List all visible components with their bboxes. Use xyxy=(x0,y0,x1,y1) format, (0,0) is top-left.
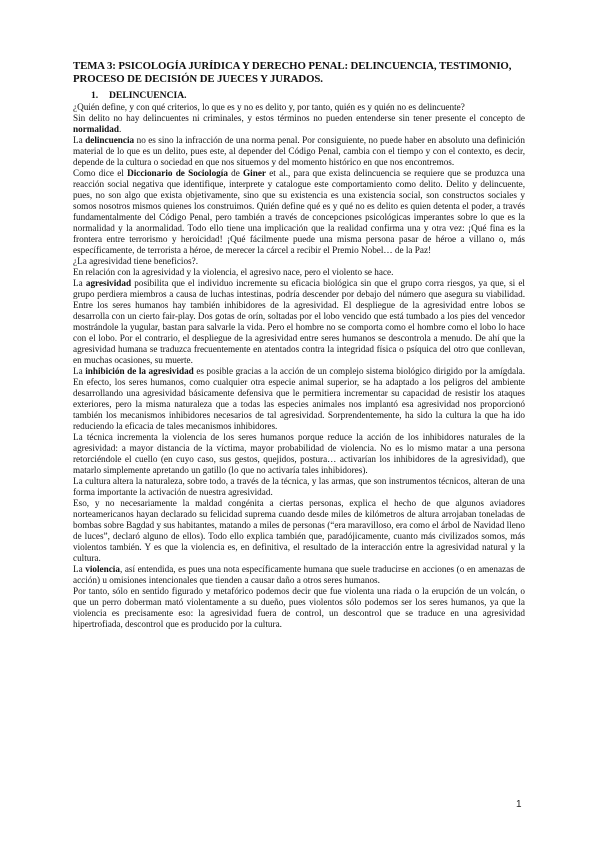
paragraph-8: La inhibición de la agresividad es posible gracias a la acción de un complejo sistema biológico dirigido por la amígdala. En efecto, los seres humanos, como cualquier otra especie animal superior, se ha adaptado a los peligros del ambiente desarrollando una agresividad básicamente defensiva que le permitiera incrementar su capacidad de resistir los ataques exteriores, pero la misma naturaleza que a todas las especies animales nos implantó esa agresividad nos proporcionó también los mecanismos inhibidores necesarios de tal agresividad. Sorprendentemente, ha sido la cultura la que ha ido reduciendo la eficacia de tales mecanismos inhibidores. xyxy=(73,366,525,431)
section-title: DELINCUENCIA. xyxy=(109,90,187,101)
term-violencia: violencia xyxy=(85,564,120,574)
paragraph-2: Sin delito no hay delincuentes ni criminales, y estos términos no pueden entenderse sin tener presente el concepto de normalidad. xyxy=(73,113,525,134)
term-agresividad: agresividad xyxy=(85,278,132,288)
paragraph-1: ¿Quién define, y con qué criterios, lo que es y no es delito y, por tanto, quién es y quién no es delincuente? xyxy=(73,102,465,112)
paragraph-6: En relación con la agresividad y la violencia, el agresivo nace, pero el violento se hace. xyxy=(73,267,394,277)
paragraph-12: La violencia, así entendida, es pues una nota específicamente humana que suele traducirse en acciones (o en amenazas de acción) u omisiones intencionales que tienden a causar daño a otros seres humanos. xyxy=(73,564,525,585)
section-number: 1. xyxy=(91,90,99,101)
paragraph-9: La técnica incrementa la violencia de los seres humanos porque reduce la acción de los inhibidores naturales de la agresividad: a mayor distancia de la víctima, mayor probabilidad de violencia. No es lo mismo matar a una persona retorciéndole el cuello (en cuyo caso, sus gestos, quejidos, postura… activarían los inhibidores de la agresividad), que matarlo simplemente apretando un gatillo (lo que no activaría tales inhibidores). xyxy=(73,432,525,475)
paragraph-13: Por tanto, sólo en sentido figurado y metafórico podemos decir que fue violenta una riada o la erupción de un volcán, o que un perro doberman mató violentamente a su dueño, pues violentos sólo podemos ser los seres humanos, ya que la violencia es precisamente eso: la agresividad fuera de control, un descontrol que se traduce en una agresividad hipertrofiada, descontrol que es producido por la cultura. xyxy=(73,586,525,629)
section-heading xyxy=(91,90,525,101)
term-diccionario: Diccionario de Sociología xyxy=(127,168,228,178)
document-title: TEMA 3: PSICOLOGÍA JURÍDICA Y DERECHO PENAL: DELINCUENCIA, TESTIMONIO, PROCESO DE DECISIÓN DE JUECES Y JURADOS. xyxy=(73,60,512,85)
paragraph-7: La agresividad posibilita que el individuo incremente su eficacia biológica sin que el grupo corra riesgos, ya que, si el grupo perdiera miembros a causa de luchas intestinas, podría descender por debajo del número que asegura su viabilidad. Entre los seres humanos hay también inhibidores de la agresividad. El despliegue de la agresividad entre lobos se desarrolla con un cierto fair-play. Dos gotas de orín, soltadas por el lobo vencido que está tumbado a los pies del vencedor mostrándole la yugular, bastan para salvarle la vida. Pero el hombre no se comporta como el hombre como el lobo lo hace con el lobo. Por el contrario, el despliegue de la agresividad entre seres humanos se descontrola a menudo. De ahí que la agresividad humana se traduzca frecuentemente en atentados contra la integridad física o psíquica del otro que conllevan, en muchas ocasiones, su muerte. xyxy=(73,278,525,365)
paragraph-5: ¿La agresividad tiene beneficios?. xyxy=(73,256,198,266)
paragraph-3: La delincuencia no es sino la infracción de una norma penal. Por consiguiente, no puede haber en absoluto una definición material de lo que es un delito, pues este, al depender del Código Penal, cambia con el tiempo y con el contexto, es decir, depende de la cultura o sociedad en que nos situemos y del momento histórico en que nos encontremos. xyxy=(73,135,525,167)
term-normalidad: normalidad xyxy=(73,124,119,134)
term-delincuencia: delincuencia xyxy=(85,135,135,145)
paragraph-11: Eso, y no necesariamente la maldad congénita a ciertas personas, explica el hecho de que algunos aviadores norteamericanos hayan declarado su felicidad suprema cuando desde miles de kilómetros de altura arrojaban toneladas de bombas sobre Bagdad y sus habitantes, matando a miles de personas (“era maravilloso, era como el árbol de Navidad lleno de luces”, declaró alguno de ellos). Todo ello explica también que, paradójicamente, cuanto más civilizados somos, más violentos también. Y es que la violencia es, en definitiva, el resultado de la interacción entre la agresividad natural y la cultura. xyxy=(73,498,525,563)
paragraph-10: La cultura altera la naturaleza, sobre todo, a través de la técnica, y las armas, que son instrumentos técnicos, alteran de una forma importante la activación de nuestra agresividad. xyxy=(73,476,525,497)
document-body xyxy=(73,60,525,630)
term-inhibicion: inhibición de la agresividad xyxy=(85,366,194,376)
page-number: 1 xyxy=(516,799,522,810)
term-giner: Giner xyxy=(243,168,266,178)
paragraph-4: Como dice el Diccionario de Sociología de Giner et al., para que exista delincuencia se requiere que se produzca una reacción social negativa que identifique, interprete y catalogue este comportamiento como delito. Delito y delincuente, pues, no son algo que exista objetivamente, sino que su existencia es una existencia social, son constructos sociales y somos nosotros mismos quienes los construimos. Quién define qué es y qué no es delito es quien detenta el poder, a través fundamentalmente del Código Penal, pero también a través de concepciones psicológicas imperantes sobre lo que es la normalidad y la anormalidad. Todo ello tiene una implicación que la realidad confirma una y otra vez: ¡Qué fina es la frontera entre terrorismo y heroicidad! ¡Qué fácilmente puede una misma persona pasar de héroe a villano o, más específicamente, de terrorista a héroe, de merecer la cárcel a recibir el Premio Nobel… de la Paz! xyxy=(73,168,525,255)
